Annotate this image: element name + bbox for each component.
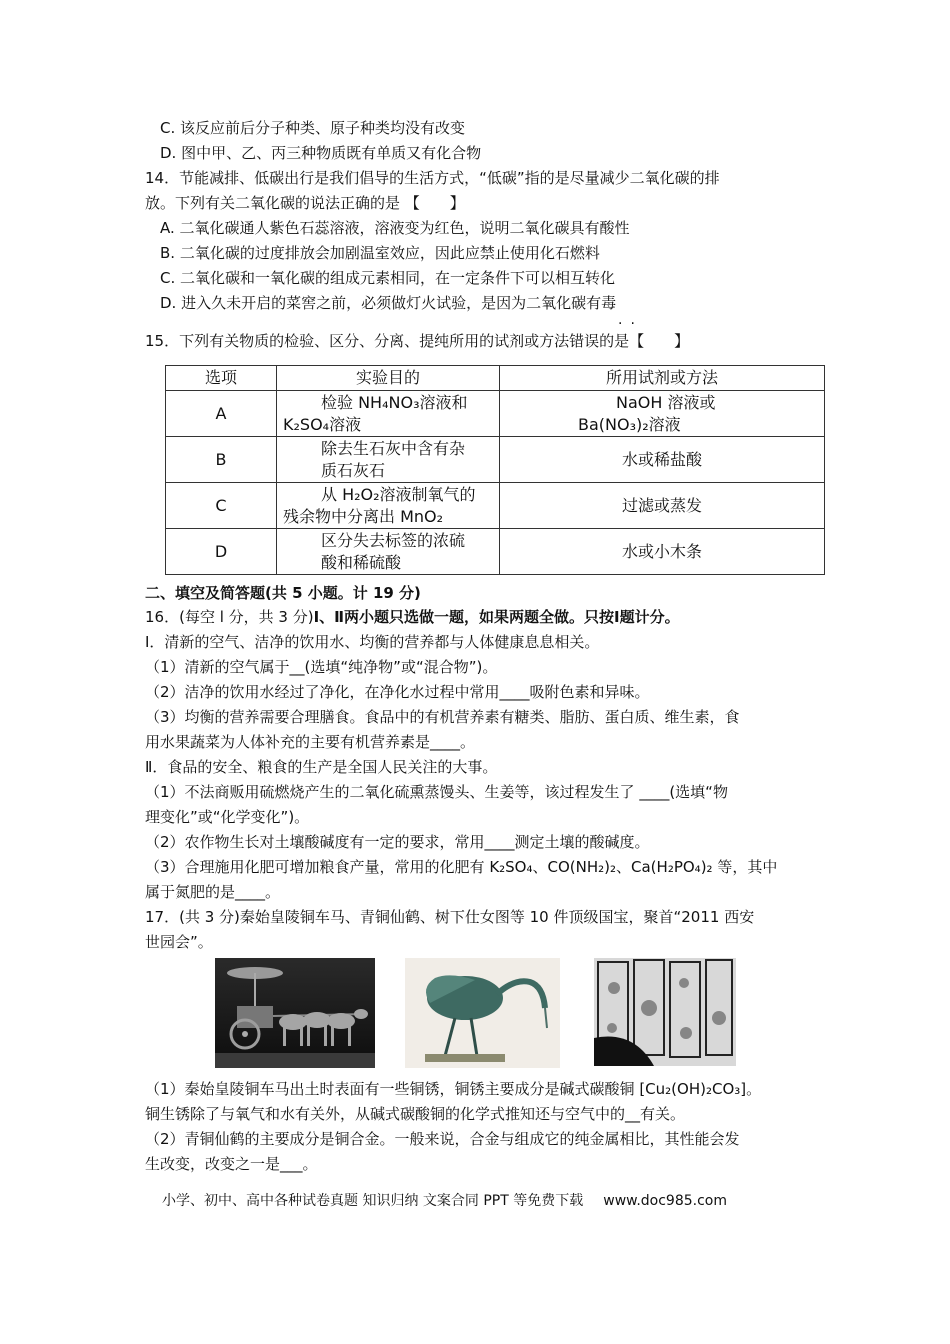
method-line: NaOH 溶液或: [616, 392, 716, 412]
method-line: Ba(NO₃)₂溶液: [578, 414, 681, 434]
q15-table: [165, 365, 825, 575]
goal-line: 检验 NH₄NO₃溶液和: [321, 392, 468, 412]
goal-line: 区分失去标签的浓硫: [321, 530, 466, 550]
q16-part1-intro: Ⅰ．清新的空气、洁净的饮用水、均衡的营养都与人体健康息息相关。: [145, 633, 600, 651]
goal-line: 质石灰石: [321, 460, 386, 480]
row-option: B: [166, 437, 277, 483]
row-goal: [277, 437, 500, 483]
q14-option-a: A. 二氧化碳通人紫色石蕊溶液，溶液变为红色，说明二氧化碳具有酸性: [160, 219, 630, 237]
header-method: 所用试剂或方法: [500, 366, 825, 391]
row-goal: [277, 483, 500, 529]
goal-line: K₂SO₄溶液: [283, 414, 362, 434]
q17-q1-line1: （1）秦始皇陵铜车马出土时表面有一些铜锈，铜锈主要成分是碱式碳酸铜 [Cu₂(OH)₂CO₃]。: [145, 1080, 762, 1098]
q17-q2-line1: （2）青铜仙鹤的主要成分是铜合金。一般来说，合金与组成它的纯金属相比，其性能会发: [145, 1130, 740, 1148]
q16-part2-q3-line1: （3）合理施用化肥可增加粮食产量，常用的化肥有 K₂SO₄、CO(NH₂)₂、Ca(H₂PO₄)₂ 等，其中: [145, 858, 778, 876]
q16-part2-q2: （2）农作物生长对土壤酸碱度有一定的要求，常用____测定土壤的酸碱度。: [145, 833, 650, 851]
table-row: [166, 483, 825, 529]
goal-line: 除去生石灰中含有杂: [321, 438, 466, 458]
bronze-chariot-photo: [215, 958, 375, 1068]
q13-option-c: C. 该反应前后分子种类、原子种类均没有改变: [160, 119, 466, 137]
row-goal: [277, 391, 500, 437]
q17-stem-line2: 世园会”。: [145, 933, 213, 951]
header-goal: 实验目的: [277, 366, 500, 391]
q16-header-normal: 16．(每空 l 分，共 3 分): [145, 608, 314, 626]
q16-part1-q1: （1）清新的空气属于__(选填“纯净物”或“混合物”)。: [145, 658, 498, 676]
table-row: [166, 391, 825, 437]
row-method: [500, 391, 825, 437]
page-footer: [162, 1190, 727, 1210]
q16-part2-q1-line1: （1）不法商贩用硫燃烧产生的二氧化硫熏蒸馒头、生姜等，该过程发生了 ____(选填“物: [145, 783, 728, 801]
q14-stem-line2: 放。下列有关二氧化碳的说法正确的是 【 】: [145, 194, 465, 212]
footer-url[interactable]: www.doc985.com: [603, 1193, 727, 1209]
section-title: 二、填空及简答题(共 5 小题。计 19 分): [145, 584, 421, 602]
q16-part1-q2: （2）洁净的饮用水经过了净化，在净化水过程中常用____吸附色素和异味。: [145, 683, 650, 701]
q17-q2-line2: 生改变，改变之一是___。: [145, 1155, 318, 1173]
table-row: [166, 437, 825, 483]
q14-option-b: B. 二氧化碳的过度排放会加剧温室效应，因此应禁止使用化石燃料: [160, 244, 600, 262]
q14-stem-line1: 14．节能减排、低碳出行是我们倡导的生活方式，“低碳”指的是尽量减少二氧化碳的排: [145, 169, 720, 187]
table-header-row: [166, 366, 825, 391]
q13-option-d: D. 图中甲、乙、丙三种物质既有单质又有化合物: [160, 144, 482, 162]
q17-stem-line1: 17．(共 3 分)秦始皇陵铜车马、青铜仙鹤、树下仕女图等 10 件顶级国宝，聚首“2011 西安: [145, 908, 755, 926]
row-option: C: [166, 483, 277, 529]
q17-q1-line2: 铜生锈除了与氧气和水有关外，从碱式碳酸铜的化学式推知还与空气中的__有关。: [145, 1105, 686, 1123]
row-goal: [277, 529, 500, 575]
q16-header-bold: Ⅰ、Ⅱ两小题只选做一题，如果两题全做。只按Ⅰ题计分。: [313, 608, 680, 626]
q16-part2-q1-line2: 理变化”或“化学变化”)。: [145, 808, 310, 826]
footer-text: 小学、初中、高中各种试卷真题 知识归纳 文案合同 PPT 等免费下载: [162, 1193, 584, 1209]
row-method: 过滤或蒸发: [500, 483, 825, 529]
table-row: [166, 529, 825, 575]
row-option: D: [166, 529, 277, 575]
q16-part1-q3-line1: （3）均衡的营养需要合理膳食。食品中的有机营养素有糖类、脂肪、蛋白质、维生素，食: [145, 708, 740, 726]
q16-header: [145, 606, 680, 628]
q15-stem: 15．下列有关物质的检验、区分、分离、提纯所用的试剂或方法错误的是【 】: [145, 332, 690, 350]
row-method: 水或小木条: [500, 529, 825, 575]
header-option: 选项: [166, 366, 277, 391]
emphasis-dots: ··: [618, 316, 643, 332]
q16-part2-q3-line2: 属于氮肥的是____。: [145, 883, 281, 901]
row-method: 水或稀盐酸: [500, 437, 825, 483]
goal-line: 酸和稀硫酸: [321, 552, 402, 572]
goal-line: 残余物中分离出 MnO₂: [283, 506, 444, 526]
q16-part1-q3-line2: 用水果蔬菜为人体补充的主要有机营养素是____。: [145, 733, 476, 751]
q14-option-d: D. 进入久未开启的菜窖之前，必须做灯火试验，是因为二氧化碳有毒: [160, 294, 617, 312]
painting-rubbing-photo: [594, 958, 736, 1066]
q16-part2-intro: Ⅱ．食品的安全、粮食的生产是全国人民关注的大事。: [145, 758, 498, 776]
goal-line: 从 H₂O₂溶液制氧气的: [321, 484, 476, 504]
bronze-crane-photo: [405, 958, 560, 1068]
row-option: A: [166, 391, 277, 437]
q14-option-c: C. 二氧化碳和一氧化碳的组成元素相同，在一定条件下可以相互转化: [160, 269, 616, 287]
